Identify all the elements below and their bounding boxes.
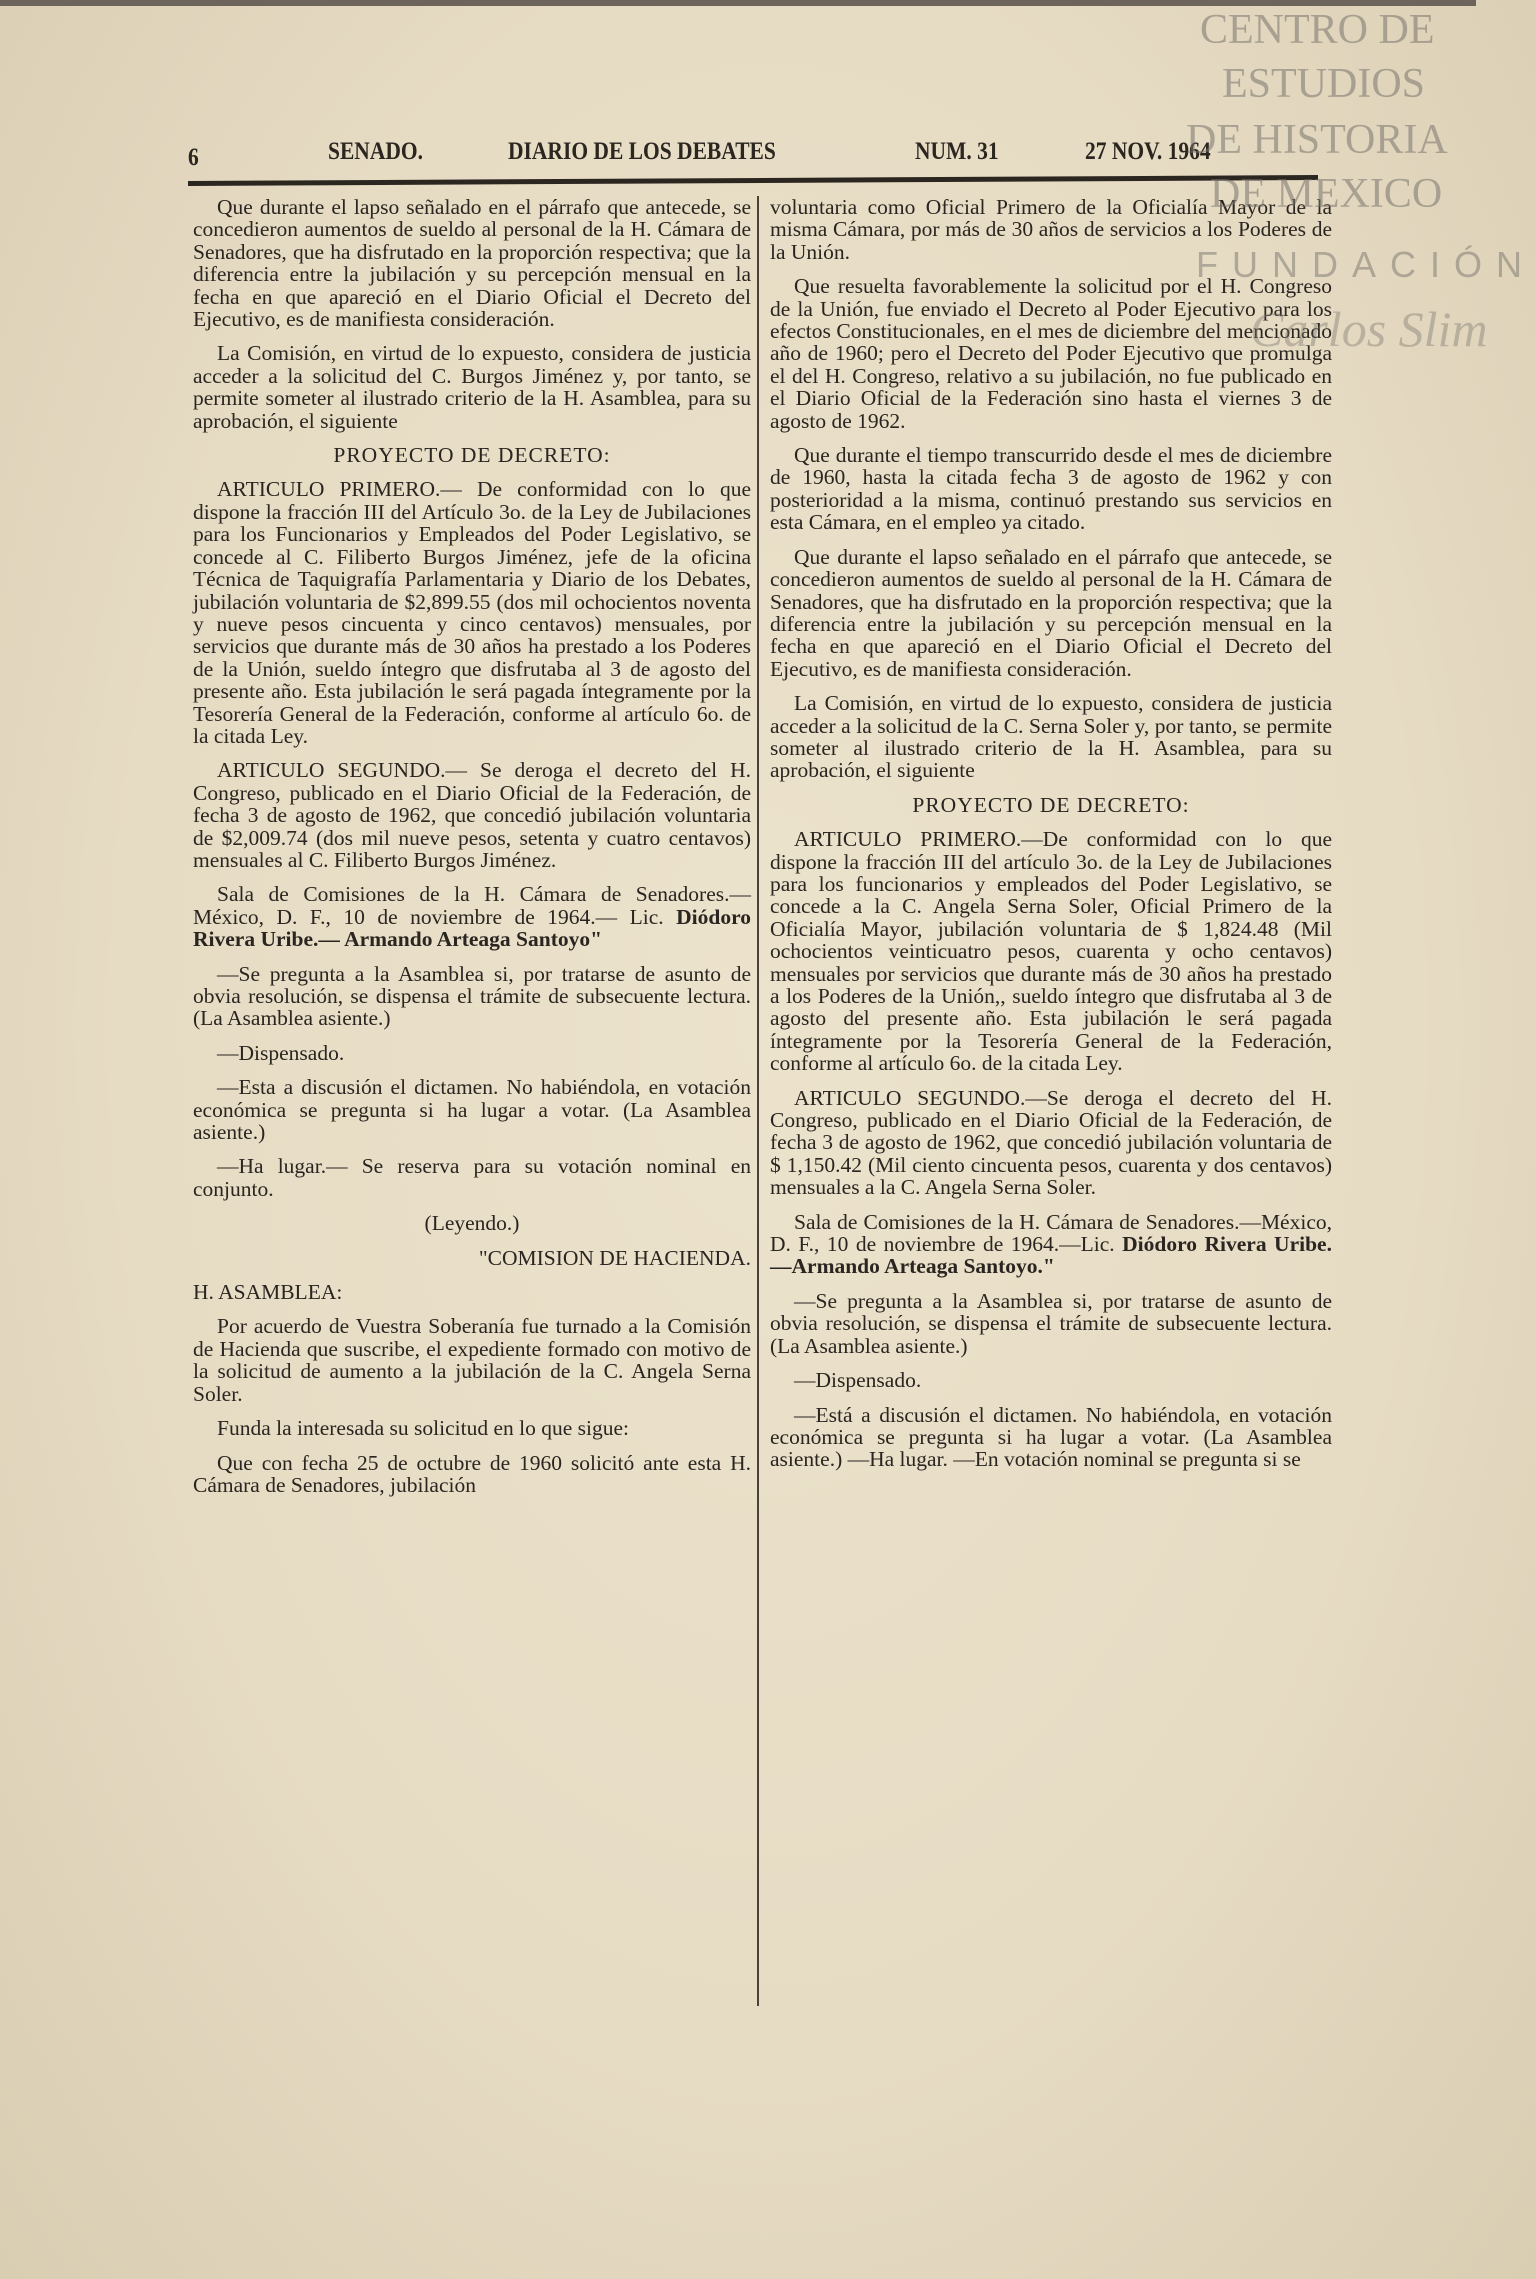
- paragraph: Que durante el lapso señalado en el párrafo que antecede, se concedieron aumentos de sueldo al personal de la H. Cámara de Senadores, que ha disfrutado en la proporción respectiva; que la diferencia entre la jubilación y su percepción mensual en la fecha en que apareció en el Diario Oficial el Decreto del Ejecutivo, es de manifiesta consideración.: [770, 544, 1332, 681]
- header-rule: [188, 175, 1318, 186]
- paragraph: Funda la interesada su solicitud en lo que sigue:: [217, 1416, 629, 1441]
- section-heading: PROYECTO DE DECRETO:: [333, 443, 611, 468]
- paragraph: Que durante el lapso señalado en el párrafo que antecede, se concedieron aumentos de sueldo al personal de la H. Cámara de Senadores, que ha disfrutado en la proporción respectiva; que la diferencia entre la jubilación y su percepción mensual en la fecha en que apareció en el Diario Oficial el Decreto del Ejecutivo, es de manifiesta consideración.: [193, 195, 751, 332]
- paragraph: Que resuelta favorablemente la solicitud por el H. Congreso de la Unión, fue enviado el Decreto al Poder Ejecutivo para los efectos Constitucionales, en el mes de diciembre del mencionado año de 1960; pero el Decreto del Poder Ejecutivo que promulga el del H. Congreso, relativo a su jubilación, no fue publicado en el Diario Oficial de la Federación sino hasta el viernes 3 de agosto de 1962.: [770, 274, 1332, 433]
- paragraph: —Se pregunta a la Asamblea si, por tratarse de asunto de obvia resolución, se dispensa el trámite de subsecuente lectura. (La Asamblea asiente.): [770, 1288, 1332, 1358]
- header-date: 27 NOV. 1964: [1085, 138, 1211, 165]
- paragraph: Por acuerdo de Vuestra Soberanía fue turnado a la Comisión de Hacienda que suscribe, el expediente formado con motivo de la solicitud de aumento a la jubilación de la C. Angela Serna Soler.: [193, 1314, 751, 1406]
- paragraph: —Esta a discusión el dictamen. No habiéndola, en votación económica se pregunta si ha lugar a votar. (La Asamblea asiente.): [193, 1075, 751, 1145]
- watermark-line: ESTUDIOS: [1222, 61, 1426, 107]
- paragraph: —Ha lugar.— Se reserva para su votación nominal en conjunto.: [193, 1154, 751, 1201]
- stage-note: (Leyendo.): [424, 1211, 520, 1236]
- signature-text: Sala de Comisiones de la H. Cámara de Senadores.— México, D. F., 10 de noviembre de 1964.— Lic.: [193, 882, 751, 929]
- paragraph: —Se pregunta a la Asamblea si, por tratarse de asunto de obvia resolución, se dispensa el trámite de subsecuente lectura. (La Asamblea asiente.): [193, 961, 751, 1031]
- signature-text: Sala de Comisiones de la H. Cámara de Senadores.—México, D. F., 10 de noviembre de 1964.—Lic.: [770, 1209, 1332, 1257]
- paragraph: ARTICULO PRIMERO.—De conformidad con lo que dispone la fracción III del artículo 3o. de la Ley de Jubilaciones para los funcionarios y empleados del Poder Legislativo, se concede a la C. Angela Serna Soler, Oficial Primero de la Oficialía Mayor, jubilación voluntaria de $ 1,824.48 (Mil ochocientos veinticuatro pesos, cuarenta y ocho centavos) mensuales por servicios que durante más de 30 años ha prestado a los Poderes de la Unión,, sueldo íntegro que disfrutaba al 3 de agosto del presente año. Esta jubilación le será pagada íntegramente por la Tesorería General de la Federación, conforme al artículo 6o. de la citada Ley.: [770, 827, 1332, 1076]
- watermark-signature: Carlos Slim: [1250, 301, 1488, 357]
- watermark-line: DE HISTORIA: [1186, 117, 1448, 163]
- watermark-line: CENTRO DE: [1200, 7, 1435, 53]
- section-heading: PROYECTO DE DECRETO:: [912, 792, 1190, 817]
- signature-paragraph: [770, 1211, 1332, 1278]
- header-senado: SENADO.: [328, 138, 423, 165]
- salutation: H. ASAMBLEA:: [193, 1280, 343, 1305]
- signature-paragraph: [193, 883, 751, 950]
- paragraph: Que durante el tiempo transcurrido desde el mes de diciembre de 1960, hasta la citada fecha 3 de agosto de 1962 y con posterioridad a la misma, continuó prestando sus servicios en esta Cámara, en el empleo ya citado.: [770, 443, 1332, 535]
- header-number: NUM. 31: [915, 138, 999, 165]
- paragraph: voluntaria como Oficial Primero de la Oficialía Mayor de la misma Cámara, por más de 30 años de servicios a los Poderes de la Unión.: [770, 195, 1332, 264]
- paragraph: —Dispensado.: [217, 1040, 345, 1065]
- committee-heading: "COMISION DE HACIENDA.: [478, 1245, 751, 1270]
- watermark-line: DE MEXICO: [1210, 171, 1443, 217]
- column-divider: [757, 196, 759, 2006]
- page-number: 6: [188, 144, 199, 171]
- left-column: [193, 196, 751, 1508]
- running-header: [188, 132, 1333, 171]
- paragraph: La Comisión, en virtud de lo expuesto, considera de justicia acceder a la solicitud de la C. Serna Soler y, por tanto, se permite someter al ilustrado criterio de la H. Asamblea, para su aprobación, el siguiente: [770, 691, 1332, 783]
- paragraph: ARTICULO SEGUNDO.—Se deroga el decreto del H. Congreso, publicado en el Diario Oficial de la Federación, de fecha 3 de agosto de 1962, que concedió jubilación voluntaria de $ 1,150.42 (Mil ciento cincuenta pesos, cuarenta y dos centavos) mensuales a la C. Angela Serna Soler.: [770, 1085, 1332, 1200]
- paragraph: ARTICULO PRIMERO.— De conformidad con lo que dispone la fracción III del Artículo 3o. de la Ley de Jubilaciones para los Funcionarios y Empleados del Poder Legislativo, se concede al C. Filiberto Burgos Jiménez, jefe de la oficina Técnica de Taquigrafía Parlamentaria y Diario de los Debates, jubilación voluntaria de $2,899.55 (dos mil ochocientos noventa y nueve pesos cincuenta y cinco centavos) mensuales, por servicios que durante más de 30 años ha prestado a los Poderes de la Unión, sueldo íntegro que disfrutaba al 3 de agosto del presente año. Esta jubilación le será pagada íntegramente por la Tesorería General de la Federación, conforme al artículo 6o. de la citada Ley.: [193, 477, 751, 748]
- signatories: Diódoro Rivera Uribe.— Armando Arteaga Santoyo": [193, 904, 751, 952]
- paragraph: —Está a discusión el dictamen. No habiéndola, en votación económica se pregunta si ha lugar a votar. (La Asamblea asiente.) —Ha lugar. —En votación nominal se pregunta si se: [770, 1402, 1332, 1472]
- paragraph: Que con fecha 25 de octubre de 1960 solicitó ante esta H. Cámara de Senadores, jubilación: [193, 1450, 751, 1497]
- watermark-foundation: FUNDACIÓN: [1196, 244, 1536, 285]
- paragraph: ARTICULO SEGUNDO.— Se deroga el decreto del H. Congreso, publicado en el Diario Oficial de la Federación, de fecha 3 de agosto de 1962, que concedió jubilación voluntaria de $2,009.74 (dos mil nueve pesos, setenta y cuatro centavos) mensuales al C. Filiberto Burgos Jiménez.: [193, 758, 751, 872]
- paragraph: —Dispensado.: [794, 1368, 922, 1393]
- paragraph: La Comisión, en virtud de lo expuesto, considera de justicia acceder a la solicitud del C. Burgos Jiménez y, por tanto, se permite someter al ilustrado criterio de la H. Asamblea, para su aprobación, el siguiente: [193, 341, 751, 433]
- header-title: DIARIO DE LOS DEBATES: [508, 138, 776, 165]
- right-column: [770, 196, 1332, 1483]
- signatories: Diódoro Rivera Uribe.—Armando Arteaga Santoyo.": [770, 1232, 1332, 1279]
